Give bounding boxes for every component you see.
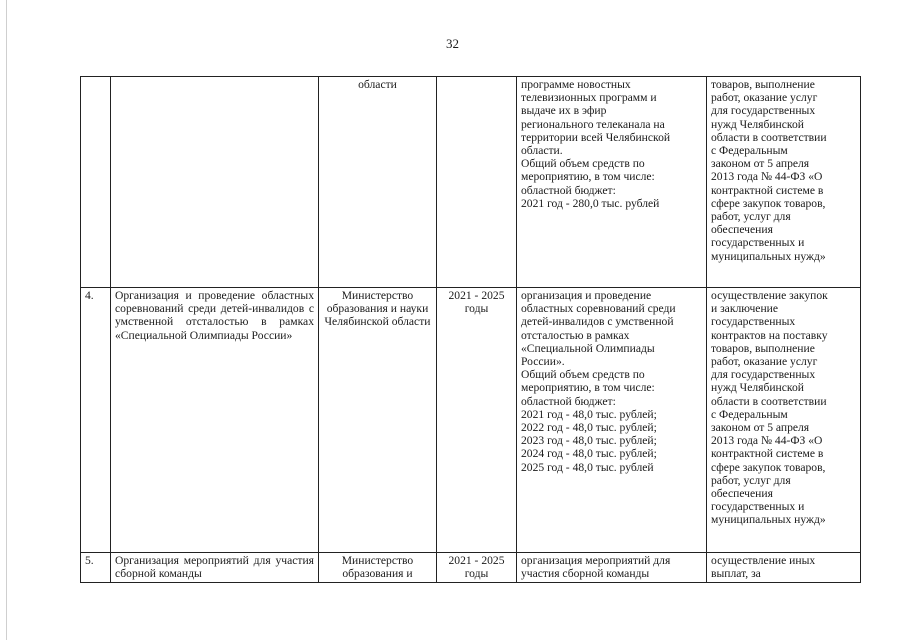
period: 2021 - 2025 годы: [437, 288, 517, 553]
implementation-mechanism: товаров, выполнение работ, оказание услуг для государственных нужд Челябинской области в соответствии с Федеральным законом от 5 апреля 2013 года № 44-ФЗ «О контрактной системе в сфере закупок товаров, работ, услуг для обеспечения государственных и муниципальных нужд»: [707, 77, 861, 288]
event-content: организация мероприятий для участия сборной команды: [517, 553, 707, 583]
page-number: 32: [446, 36, 459, 51]
executor: Министерство образования и: [319, 553, 437, 583]
executor: области: [319, 77, 437, 288]
period: [437, 77, 517, 288]
period: 2021 - 2025 годы: [437, 553, 517, 583]
event-content: программе новостных телевизионных программ и выдаче их в эфир регионального телеканала на территории всей Челябинской области. Общий объем средств по мероприятию, в том числе: областной бюджет: 2021 год - 280,0 тыс. рублей: [517, 77, 707, 288]
table-row: [81, 553, 861, 583]
event-name: Организация и проведение областных соревнований среди детей-инвалидов с умственной отсталостью в рамках «Специальной Олимпиады России»: [111, 288, 319, 553]
table-row: [81, 288, 861, 553]
event-content: организация и проведение областных соревнований среди детей-инвалидов с умственной отсталостью в рамках «Специальной Олимпиады России». Общий объем средств по мероприятию, в том числе: областной бюджет: 2021 год - 48,0 тыс. рублей; 2022 год - 48,0 тыс. рублей; 2023 год - 48,0 тыс. рублей; 2024 год - 48,0 тыс. рублей; 2025 год - 48,0 тыс. рублей: [517, 288, 707, 553]
row-number: [81, 77, 111, 288]
implementation-mechanism: осуществление иных выплат, за: [707, 553, 861, 583]
row-number: 5.: [81, 553, 111, 583]
event-name: [111, 77, 319, 288]
program-table: [80, 76, 861, 583]
implementation-mechanism: осуществление закупок и заключение государственных контрактов на поставку товаров, выполнение работ, оказание услуг для государственных нужд Челябинской области в соответствии с Федеральным законом от 5 апреля 2013 года № 44-ФЗ «О контрактной системе в сфере закупок товаров, работ, услуг для обеспечения государственных и муниципальных нужд»: [707, 288, 861, 553]
row-number: 4.: [81, 288, 111, 553]
table-row: [81, 77, 861, 288]
scan-edge-line: [6, 0, 7, 640]
executor: Министерство образования и науки Челябинской области: [319, 288, 437, 553]
event-name: Организация мероприятий для участия сборной команды: [111, 553, 319, 583]
